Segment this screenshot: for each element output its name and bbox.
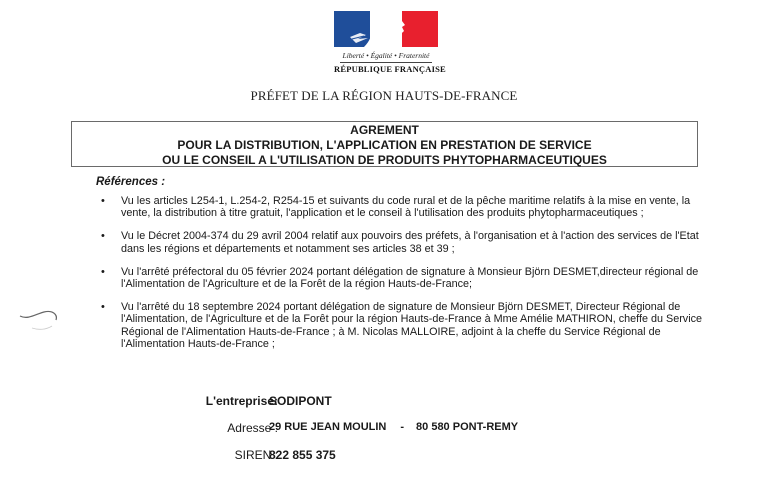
company-name-label: L'entreprise:: [205, 394, 278, 408]
reference-item: [96, 266, 706, 291]
title-line-1: AGREMENT: [350, 123, 419, 137]
address-value: [269, 421, 518, 433]
title-line-3: OU LE CONSEIL A L'UTILISATION DE PRODUITS PHYTOPHARMACEUTIQUES: [162, 153, 607, 167]
bullet-icon: •: [101, 230, 105, 243]
prefecture-heading: PRÉFET DE LA RÉGION HAUTS-DE-FRANCE: [250, 88, 518, 103]
republic-label: RÉPUBLIQUE FRANÇAISE: [334, 64, 446, 74]
address-city: 80 580 PONT-REMY: [416, 421, 519, 433]
pen-mark-icon: [18, 308, 62, 332]
siren-value: 822 855 375: [269, 448, 336, 462]
references-list: [96, 195, 706, 361]
republique-francaise-logo: [334, 11, 446, 74]
motto-text: Liberté • Égalité • Fraternité: [342, 51, 430, 60]
reference-item: [96, 230, 706, 255]
logo-divider: [340, 62, 432, 63]
bullet-icon: •: [101, 195, 105, 207]
address-label: Adresse :: [227, 421, 278, 435]
reference-text: Vu les articles L254-1, L.254-2, R254-15 et suivants du code rural et de la pêche maritime relatifs à la mise en vente, la vente, la distribution à titre gratuit, l'application et le conseil à l'utilisation des produits phytopharmaceutiques ;: [121, 195, 691, 220]
marianne-profile-icon: [334, 11, 438, 47]
address-separator: -: [400, 421, 405, 433]
tricolor-flag-icon: [334, 11, 438, 47]
bullet-icon: •: [101, 300, 105, 313]
reference-text: Vu le Décret 2004-374 du 29 avril 2004 relatif aux pouvoirs des préfets, à l'organisation et à l'action des services de l'Etat dans les régions et départements et notamment ses articles 38 et 39 ;: [121, 230, 699, 255]
reference-text: Vu l'arrêté préfectoral du 05 février 2024 portant délégation de signature à Monsieur Björn DESMET,directeur régional de l'Alimentation de l'Agriculture et de la Forêt de la région Hauts-de-France;: [121, 265, 699, 291]
siren-label: SIREN :: [234, 448, 278, 462]
address-street: 29 RUE JEAN MOULIN: [269, 421, 387, 433]
bullet-icon: •: [101, 265, 105, 278]
company-name-value: SODIPONT: [269, 394, 332, 408]
document-title-box: [71, 121, 698, 167]
references-heading: Références :: [96, 176, 166, 188]
reference-text: Vu l'arrêté du 18 septembre 2024 portant délégation de signature de Monsieur Björn DESMET, Directeur Régional de l'Alimentation, de l'Agriculture et de la Forêt pour la région Hauts-de-France à Mme Amélie MATHIRON, cheffe du Service Régional de l'Alimentation Hauts-de-France ; à M. Nicolas MALLOIRE, adjoint à la cheffe du Service Régional de l'Alimentation Hauts-de-France ;: [121, 300, 703, 351]
reference-item: [96, 301, 706, 351]
title-line-2: POUR LA DISTRIBUTION, L'APPLICATION EN PRESTATION DE SERVICE: [177, 138, 592, 152]
reference-item: [96, 195, 706, 220]
